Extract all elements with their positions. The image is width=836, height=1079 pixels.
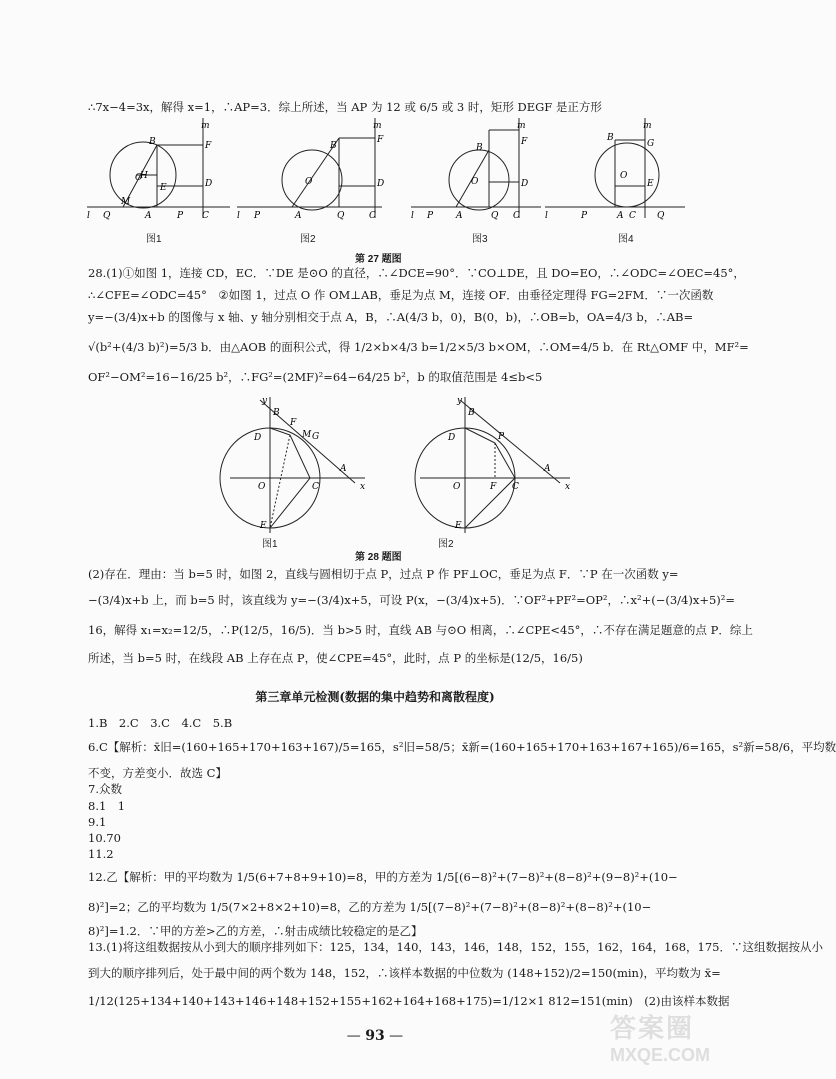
q28-part2-line-1: (2)存在．理由：当 b=5 时，如图 2，直线与圆相切于点 P，过点 P 作 PF⊥OC，垂足为点 F．∵P 在一次函数 y= bbox=[88, 567, 679, 581]
fig27-caption-1: 图1 bbox=[146, 234, 162, 245]
answer-line-2: 6.C【解析：x̄旧=(160+165+170+163+167)/5=165，s²旧=58/5；x̄新=(160+165+170+163+167+165)/6=165，s²新=58/6，平均数 bbox=[88, 740, 836, 754]
answer-line-9: 12.乙【解析：甲的平均数为 1/5(6+7+8+9+10)=8，甲的方差为 1/5[(6−8)²+(7−8)²+(8−8)²+(9−8)²+(10− bbox=[88, 870, 678, 884]
svg-text:D: D bbox=[377, 179, 385, 189]
svg-text:l: l bbox=[237, 211, 240, 221]
fig27-panel-4 bbox=[545, 118, 685, 221]
svg-text:C: C bbox=[369, 211, 376, 221]
svg-text:H: H bbox=[140, 171, 148, 181]
svg-text:A: A bbox=[456, 211, 463, 221]
svg-text:A: A bbox=[617, 211, 624, 221]
svg-text:C: C bbox=[629, 211, 636, 221]
svg-text:D: D bbox=[205, 179, 213, 189]
svg-text:M: M bbox=[302, 430, 312, 440]
fig28-caption-1: 图1 bbox=[262, 539, 278, 550]
svg-text:E: E bbox=[647, 179, 654, 189]
q28-line-3: y=−(3/4)x+b 的图像与 x 轴、y 轴分别相交于点 A，B，∴A(4/3 b，0)，B(0，b)，∴OB=b，OA=4/3 b，∴AB= bbox=[88, 310, 694, 324]
fig27-caption-4: 图4 bbox=[618, 234, 634, 245]
svg-text:C: C bbox=[513, 211, 520, 221]
fig27-panel-3 bbox=[411, 118, 541, 221]
svg-text:C: C bbox=[512, 482, 519, 492]
svg-text:O: O bbox=[258, 482, 266, 492]
text-line: ∴7x−4=3x，解得 x=1，∴AP=3．综上所述，当 AP 为 12 或 6/5 或 3 时，矩形 DEGF 是正方形 bbox=[88, 100, 602, 114]
svg-text:F: F bbox=[490, 482, 497, 492]
svg-text:A: A bbox=[340, 464, 347, 474]
figure-28 bbox=[220, 395, 600, 535]
answer-line-10: 8)²]=2；乙的平均数为 1/5(7×2+8×2+10)=8，乙的方差为 1/5[(7−8)²+(7−8)²+(8−8)²+(8−8)²+(10− bbox=[88, 900, 652, 914]
svg-text:E: E bbox=[160, 183, 167, 193]
svg-text:B: B bbox=[330, 141, 337, 151]
svg-text:G: G bbox=[647, 139, 655, 149]
svg-text:A: A bbox=[295, 211, 302, 221]
svg-text:O: O bbox=[453, 482, 461, 492]
svg-text:A: A bbox=[145, 211, 152, 221]
q28-line-4: √(b²+(4/3 b)²)=5/3 b．由△AOB 的面积公式，得 1/2×b×4/3 b=1/2×5/3 b×OM，∴OM=4/5 b．在 Rt△OMF 中，MF²= bbox=[88, 340, 749, 354]
page-number: — 93 — bbox=[346, 1028, 404, 1044]
svg-text:Q: Q bbox=[491, 211, 499, 221]
svg-text:Q: Q bbox=[657, 211, 665, 221]
svg-text:O: O bbox=[620, 171, 628, 181]
svg-text:O: O bbox=[471, 177, 479, 187]
figure-27 bbox=[85, 118, 685, 228]
answer-line-11: 8)²]=1.2．∵甲的方差>乙的方差，∴射击成绩比较稳定的是乙】 bbox=[88, 924, 423, 938]
watermark-line-1: 答案圈 bbox=[610, 1013, 695, 1043]
answer-line-7: 10.70 bbox=[88, 831, 121, 845]
svg-text:C: C bbox=[312, 482, 319, 492]
fig27-panel-1 bbox=[87, 118, 230, 221]
fig28-caption-2: 图2 bbox=[438, 539, 454, 550]
answer-line-1: 1.B 2.C 3.C 4.C 5.B bbox=[88, 716, 233, 730]
svg-text:B: B bbox=[468, 408, 475, 418]
svg-text:m: m bbox=[201, 121, 210, 131]
svg-text:l: l bbox=[411, 211, 414, 221]
answer-line-13: 到大的顺序排列后，处于最中间的两个数为 148，152，∴该样本数据的中位数为 (148+152)/2=150(min)，平均数为 x̄= bbox=[88, 966, 721, 980]
svg-text:m: m bbox=[517, 121, 526, 131]
svg-text:E: E bbox=[455, 521, 462, 531]
svg-text:G: G bbox=[312, 432, 320, 442]
fig27-title: 第 27 题图 bbox=[355, 254, 402, 265]
q28-part2-line-4: 所述，当 b=5 时，在线段 AB 上存在点 P，使∠CPE=45°，此时，点 P 的坐标是(12/5，16/5) bbox=[88, 651, 583, 665]
svg-text:C: C bbox=[202, 211, 209, 221]
svg-text:Q: Q bbox=[103, 211, 111, 221]
svg-text:D: D bbox=[521, 179, 529, 189]
svg-text:O: O bbox=[305, 177, 313, 187]
q28-line-5: OF²−OM²=16−16/25 b²，∴FG²=(2MF)²=64−64/25 b²，b 的取值范围是 4≤b<5 bbox=[88, 370, 543, 384]
q28-part2-line-2: −(3/4)x+b 上，而 b=5 时，该直线为 y=−(3/4)x+5，可设 P(x，−(3/4)x+5)．∵OF²+PF²=OP²，∴x²+(−(3/4)x+5)²= bbox=[88, 593, 736, 607]
svg-text:P: P bbox=[427, 211, 434, 221]
svg-text:A: A bbox=[544, 464, 551, 474]
svg-text:D: D bbox=[448, 433, 456, 443]
answer-line-3: 不变，方差变小．故选 C】 bbox=[88, 766, 227, 780]
svg-text:x: x bbox=[565, 482, 571, 492]
svg-text:P: P bbox=[498, 432, 505, 442]
fig28-panel-1 bbox=[220, 396, 365, 533]
svg-text:P: P bbox=[581, 211, 588, 221]
svg-text:M: M bbox=[121, 197, 131, 207]
svg-text:E: E bbox=[260, 521, 267, 531]
svg-text:D: D bbox=[254, 433, 262, 443]
fig27-caption-3: 图3 bbox=[472, 234, 488, 245]
chapter-title: 第三章单元检测(数据的集中趋势和离散程度) bbox=[255, 690, 495, 704]
svg-text:F: F bbox=[521, 137, 528, 147]
answer-line-8: 11.2 bbox=[88, 847, 114, 861]
q28-line-2: ∴∠CFE=∠ODC=45° ②如图 1，过点 O 作 OM⊥AB，垂足为点 M，连接 OF．由垂径定理得 FG=2FM．∵一次函数 bbox=[88, 288, 714, 302]
svg-text:B: B bbox=[149, 137, 156, 147]
svg-text:B: B bbox=[273, 408, 280, 418]
answer-line-14: 1/12(125+134+140+143+146+148+152+155+162+164+168+175)=1/12×1 812=151(min) (2)由该样本数据 bbox=[88, 994, 730, 1008]
watermark-line-2: MXQE.COM bbox=[610, 1045, 711, 1065]
svg-text:B: B bbox=[607, 133, 614, 143]
fig28-panel-2 bbox=[415, 396, 570, 533]
watermark bbox=[610, 1008, 740, 1068]
q28-line-1: 28.(1)①如图 1，连接 CD，EC．∵DE 是⊙O 的直径，∴∠DCE=90°．∵CO⊥DE，且 DO=EO，∴∠ODC=∠OEC=45°， bbox=[88, 266, 745, 280]
fig27-panel-2 bbox=[237, 118, 384, 221]
svg-text:y: y bbox=[457, 396, 463, 406]
fig28-title: 第 28 题图 bbox=[355, 552, 402, 563]
svg-text:y: y bbox=[262, 396, 268, 406]
svg-text:l: l bbox=[545, 211, 548, 221]
svg-text:m: m bbox=[643, 121, 652, 131]
answer-line-5: 8.1 1 bbox=[88, 799, 126, 813]
svg-text:Q: Q bbox=[337, 211, 345, 221]
svg-text:F: F bbox=[205, 141, 212, 151]
svg-text:B: B bbox=[476, 143, 483, 153]
svg-text:x: x bbox=[360, 482, 366, 492]
svg-text:m: m bbox=[373, 121, 382, 131]
svg-text:F: F bbox=[377, 135, 384, 145]
svg-text:P: P bbox=[254, 211, 261, 221]
svg-text:F: F bbox=[290, 418, 297, 428]
answer-line-6: 9.1 bbox=[88, 815, 107, 829]
answer-line-12: 13.(1)将这组数据按从小到大的顺序排列如下：125，134，140，143，146，148，152，155，162，164，168，175．∵这组数据按从小 bbox=[88, 940, 823, 954]
q28-part2-line-3: 16，解得 x₁=x₂=12/5，∴P(12/5，16/5)．当 b>5 时，直线 AB 与⊙O 相离，∴∠CPE<45°，∴不存在满足题意的点 P．综上 bbox=[88, 623, 753, 637]
answer-line-4: 7.众数 bbox=[88, 782, 122, 796]
svg-text:P: P bbox=[177, 211, 184, 221]
fig27-caption-2: 图2 bbox=[300, 234, 316, 245]
svg-text:l: l bbox=[87, 211, 90, 221]
svg-text:O: O bbox=[135, 173, 143, 183]
